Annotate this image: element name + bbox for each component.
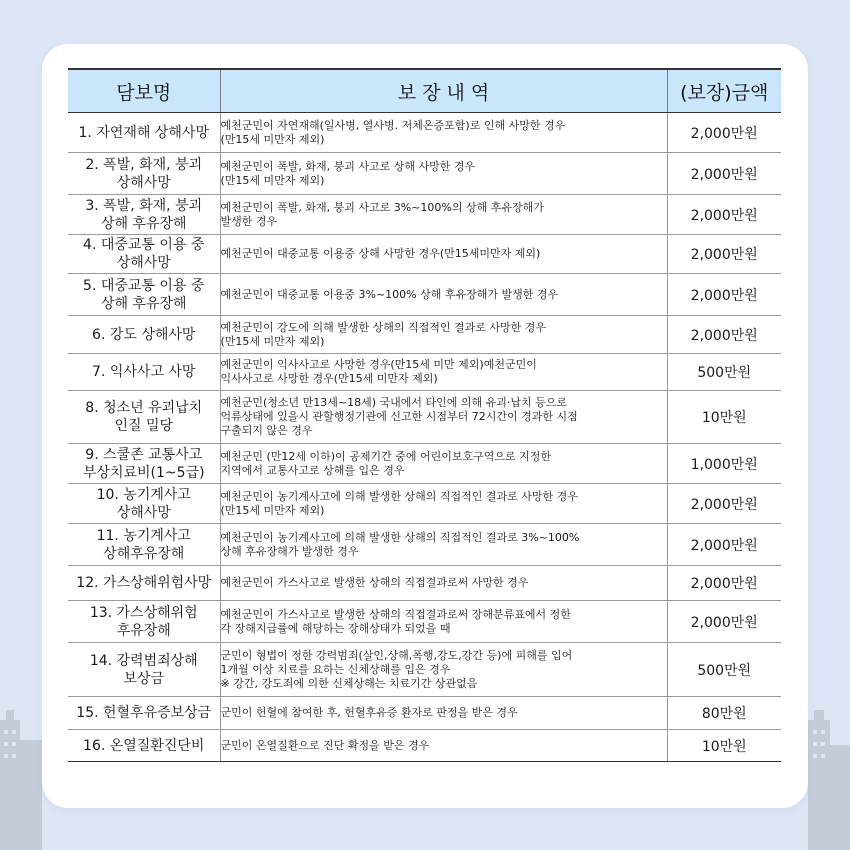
coverage-detail-cell: 예천군민이 폭발, 화재, 붕괴 사고로 3%~100%의 상해 후유장해가 발생한 경우 <box>220 195 667 235</box>
table-row <box>68 643 781 697</box>
table-row <box>68 153 781 195</box>
table-row <box>68 484 781 524</box>
coverage-detail-cell: 예천군민이 농기계사고에 의해 발생한 상해의 직접적인 결과로 3%~100% 상해 후유장해가 발생한 경우 <box>220 524 667 566</box>
coverage-name-cell: 10. 농기계사고 상해사망 <box>68 484 220 524</box>
coverage-amount-cell: 80만원 <box>667 697 781 730</box>
table-row <box>68 274 781 316</box>
coverage-name-cell: 7. 익사사고 사망 <box>68 354 220 391</box>
coverage-name-cell: 8. 청소년 유괴납치 인질 밀당 <box>68 391 220 444</box>
coverage-amount-cell: 2,000만원 <box>667 524 781 566</box>
coverage-table <box>68 68 781 762</box>
coverage-name-cell: 5. 대중교통 이용 중 상해 후유장해 <box>68 274 220 316</box>
coverage-amount-cell: 500만원 <box>667 354 781 391</box>
coverage-detail-cell: 예천군민이 가스사고로 발생한 상해의 직접결과로써 장해분류표에서 정한 각 장해지급률에 해당하는 장해상태가 되었을 때 <box>220 601 667 643</box>
coverage-name-cell: 9. 스쿨존 교통사고 부상치료비(1~5급) <box>68 444 220 484</box>
coverage-amount-cell: 2,000만원 <box>667 566 781 601</box>
coverage-detail-cell: 예천군민이 농기계사고에 의해 발생한 상해의 직접적인 결과로 사망한 경우 (만15세 미만자 제외) <box>220 484 667 524</box>
table-header-row <box>68 69 781 113</box>
coverage-card <box>42 44 808 808</box>
table-row <box>68 354 781 391</box>
table-row <box>68 697 781 730</box>
coverage-detail-cell: 군민이 헌혈에 참여한 후, 헌혈후유증 환자로 판정을 받은 경우 <box>220 697 667 730</box>
coverage-detail-cell: 예천군민이 강도에 의해 발생한 상해의 직접적인 결과로 사망한 경우 (만15세 미만자 제외) <box>220 316 667 354</box>
coverage-detail-cell: 예천군민이 대중교통 이용중 상해 사망한 경우(만15세미만자 제외) <box>220 235 667 274</box>
coverage-amount-cell: 2,000만원 <box>667 113 781 153</box>
coverage-name-cell: 15. 헌혈후유증보상금 <box>68 697 220 730</box>
table-row <box>68 730 781 762</box>
coverage-name-cell: 11. 농기계사고 상해후유장해 <box>68 524 220 566</box>
coverage-amount-cell: 500만원 <box>667 643 781 697</box>
table-row <box>68 195 781 235</box>
coverage-amount-cell: 2,000만원 <box>667 153 781 195</box>
coverage-amount-cell: 2,000만원 <box>667 235 781 274</box>
table-row <box>68 601 781 643</box>
coverage-detail-cell: 예천군민(청소년 만13세~18세) 국내에서 타인에 의해 유괴·납치 등으로 억류상태에 있을시 관할행정기관에 신고한 시점부터 72시간이 경과한 시점 구출되지 않은 경우 <box>220 391 667 444</box>
coverage-detail-cell: 군민이 형법이 정한 강력범죄(살인,상해,폭행,강도,강간 등)에 피해를 입어 1개월 이상 치료를 요하는 신체상해를 입은 경우 ※ 강간, 강도죄에 의한 신체상해는 치료기간 상관없음 <box>220 643 667 697</box>
coverage-detail-cell: 예천군민이 폭발, 화재, 붕괴 사고로 상해 사망한 경우 (만15세 미만자 제외) <box>220 153 667 195</box>
coverage-amount-cell: 1,000만원 <box>667 444 781 484</box>
table-row <box>68 113 781 153</box>
coverage-amount-cell: 10만원 <box>667 730 781 762</box>
table-row <box>68 566 781 601</box>
coverage-amount-cell: 2,000만원 <box>667 274 781 316</box>
coverage-name-cell: 2. 폭발, 화재, 붕괴 상해사망 <box>68 153 220 195</box>
header-coverage-name: 담보명 <box>68 69 220 113</box>
table-row <box>68 444 781 484</box>
coverage-amount-cell: 2,000만원 <box>667 484 781 524</box>
coverage-name-cell: 13. 가스상해위험 후유장해 <box>68 601 220 643</box>
coverage-amount-cell: 2,000만원 <box>667 601 781 643</box>
coverage-detail-cell: 예천군민이 익사사고로 사망한 경우(만15세 미만 제외)예천군민이 익사사고로 사망한 경우(만15세 미만자 제외) <box>220 354 667 391</box>
coverage-amount-cell: 2,000만원 <box>667 316 781 354</box>
header-coverage-amount: (보장)금액 <box>667 69 781 113</box>
table-row <box>68 316 781 354</box>
header-coverage-details: 보 장 내 역 <box>220 69 667 113</box>
coverage-name-cell: 12. 가스상해위험사망 <box>68 566 220 601</box>
table-row <box>68 524 781 566</box>
coverage-detail-cell: 예천군민 (만12세 이하)이 공제기간 중에 어린이보호구역으로 지정한 지역에서 교통사고로 상해를 입은 경우 <box>220 444 667 484</box>
coverage-detail-cell: 예천군민이 가스사고로 발생한 상해의 직접결과로써 사망한 경우 <box>220 566 667 601</box>
coverage-detail-cell: 예천군민이 대중교통 이용중 3%~100% 상해 후유장해가 발생한 경우 <box>220 274 667 316</box>
table-row <box>68 391 781 444</box>
coverage-detail-cell: 군민이 온열질환으로 진단 확정을 받은 경우 <box>220 730 667 762</box>
coverage-name-cell: 4. 대중교통 이용 중 상해사망 <box>68 235 220 274</box>
coverage-detail-cell: 예천군민이 자연재해(일사병, 열사병. 저체온증포함)로 인해 사망한 경우 (만15세 미만자 제외) <box>220 113 667 153</box>
coverage-name-cell: 16. 온열질환진단비 <box>68 730 220 762</box>
coverage-name-cell: 3. 폭발, 화재, 붕괴 상해 후유장해 <box>68 195 220 235</box>
coverage-amount-cell: 2,000만원 <box>667 195 781 235</box>
coverage-name-cell: 6. 강도 상해사망 <box>68 316 220 354</box>
coverage-name-cell: 1. 자연재해 상해사망 <box>68 113 220 153</box>
coverage-amount-cell: 10만원 <box>667 391 781 444</box>
table-row <box>68 235 781 274</box>
coverage-name-cell: 14. 강력범죄상해 보상금 <box>68 643 220 697</box>
